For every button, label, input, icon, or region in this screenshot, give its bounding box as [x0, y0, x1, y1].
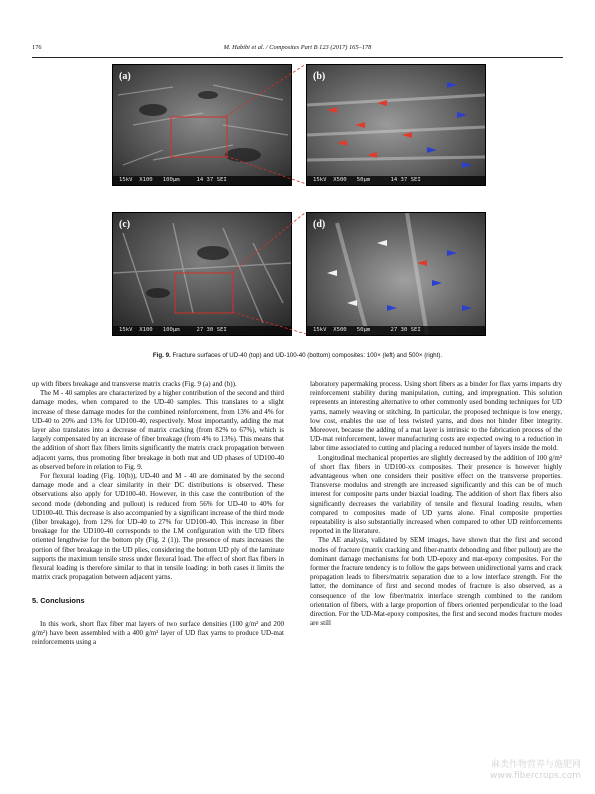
paragraph: up with fibers breakage and transverse matrix cracks (Fig. 9 (a) and (b)).	[32, 380, 237, 388]
watermark-line-1: 麻类作物营养与施肥网	[490, 760, 581, 770]
paragraph: The AE analysis, validated by SEM images, have shown that the first and second modes of fracture (matrix cracking and fiber-matrix debonding and fiber pullout) are the dominant damage mechanisms for both UD-epoxy and mat-epoxy composites. For the former the fracture tendency is to follow the gaps between unidirectional yarns and crack propagation leads to fibers/matrix separation due to a low interface strength. For the latter, the dominance of first and second modes of fracture is also observed, as a consequence of the low fiber/matrix interface strength combined to the random orientation of fibers, with a large proportion of fibers oriented perpendicular to the load direction. For the UD-Mat-epoxy composites, the first and second modes fracture modes are still	[310, 536, 562, 628]
running-title: M. Habibi et al. / Composites Part B 123 (2017) 165–178	[223, 44, 372, 51]
sem-databar-d: 15kV X500 50µm 27 30 SEI	[307, 326, 485, 335]
sem-databar-b: 15kV X500 50µm 14 37 SEI	[307, 176, 485, 185]
figure-caption-text: Fracture surfaces of UD-40 (top) and UD-100-40 (bottom) composites: 100× (left) and 500× (right).	[172, 352, 443, 359]
panel-label-b: (b)	[313, 71, 326, 82]
zoom-connector-lines	[112, 64, 484, 346]
sem-databar-c: 15kV X100 100µm 27 30 SEI	[113, 326, 291, 335]
figure-caption-label: Fig. 9.	[152, 352, 171, 359]
paragraph: The M - 40 samples are characterized by a higher contribution of the second and third damage modes, when compared to the UD-40 samples. This translates to a slight increase of these damage modes for the combined reinforcement, from 13% and 4% for UD-40 to 20% and 13% for UD100-40, respectively. Most importantly, adding the mat layer also translates into a decrease of matrix cracking (from 82% to 67%), which is largely compensated by an increase of fiber breakage (from 4% to 13%). This means that the addition of short flax fibers limits significantly the matrix crack propagation between adjacent yarns, thus promoting fiber breakage in both mat and UD phases of UD100-40 as observed before in relation to Fig. 9.	[32, 389, 284, 471]
watermark-line-2: www.fibercrops.com	[490, 771, 581, 781]
left-column	[32, 380, 284, 647]
panel-label-c: (c)	[119, 219, 131, 230]
header-rule	[32, 57, 563, 58]
right-column	[310, 380, 562, 628]
watermark	[490, 760, 581, 782]
panel-label-d: (d)	[313, 219, 326, 230]
paragraph: For flexural loading (Fig. 10(b)), UD-40 and M - 40 are dominated by the second damage mode and a clear similarity in their DC distributions is observed. These observations also apply for UD100-40. However, in this case the contribution of the second mode (debonding and pullout) is reduced from 56% for UD-40 to 40% for UD100-40. This decrease is also accompanied by a significant increase of the third mode (fiber breakage), from 12% for UD-40 to 27% for UD100-40. This increase in fiber breakage for the UD100-40 corresponds to the LM configuration with the UD fibers oriented lengthwise for the bottom ply (Fig. 2 (1)). The presence of mats increases the portion of fiber breakage in the UD plies, considering the bottom UD ply of the laminate supports the maximum tensile stress under flexural load. The effect of short flax fibers in flexural loading is therefore similar to that in tensile loading: in both cases it limits the matrix crack propagation between adjacent yarns.	[32, 472, 284, 582]
figure-9	[112, 64, 484, 346]
panel-label-a: (a)	[119, 71, 131, 82]
sem-databar-a: 15kV X100 100µm 14 37 SEI	[113, 176, 291, 185]
paragraph: laboratory papermaking process. Using short fibers as a binder for flax yarns imparts dry reinforcement stability during manipulation, cutting, and impregnation. This solution represents an interesting alternative to other commonly used bonding techniques for UD yarns, namely weaving or stitching. In particular, the proposed technique is low energy, low cost, enables the use of less twisted yarns, and does not hinder fiber integrity. Moreover, because the adding of a mat layer is intrinsic to the fabrication process of the UD-mat reinforcement, lower manufacturing costs are expected owing to a reduction in labor time associated to cutting and placing a reduced number of layers inside the mold.	[310, 380, 562, 453]
paragraph: In this work, short flax fiber mat layers of two surface densities (100 g/m² and 200 g/m²) have been assembled with a 400 g/m² layer of UD flax yarns to produce UD-mat reinforcements using a	[32, 619, 284, 647]
figure-caption	[32, 352, 563, 359]
page-number: 176	[32, 44, 42, 51]
paragraph: Longitudinal mechanical properties are slightly decreased by the addition of 100 g/m² of short flax fibers in UD100-xx composites. Their presence is however highly advantageous when one considers their positive effect on the transverse properties. Transverse modulus and strength are increased significantly and this can be of much interest for composite parts under biaxial loading. The addition of short flax fibers also significantly decreases the variability of tensile and flexural loading results, when compared to composites made of UD yarns alone. Final composite properties repeatability is also substantially increased when compared to other UD reinforcements reported in the literature.	[310, 453, 562, 536]
section-heading-conclusions: 5. Conclusions	[32, 596, 85, 606]
running-header	[32, 44, 563, 56]
